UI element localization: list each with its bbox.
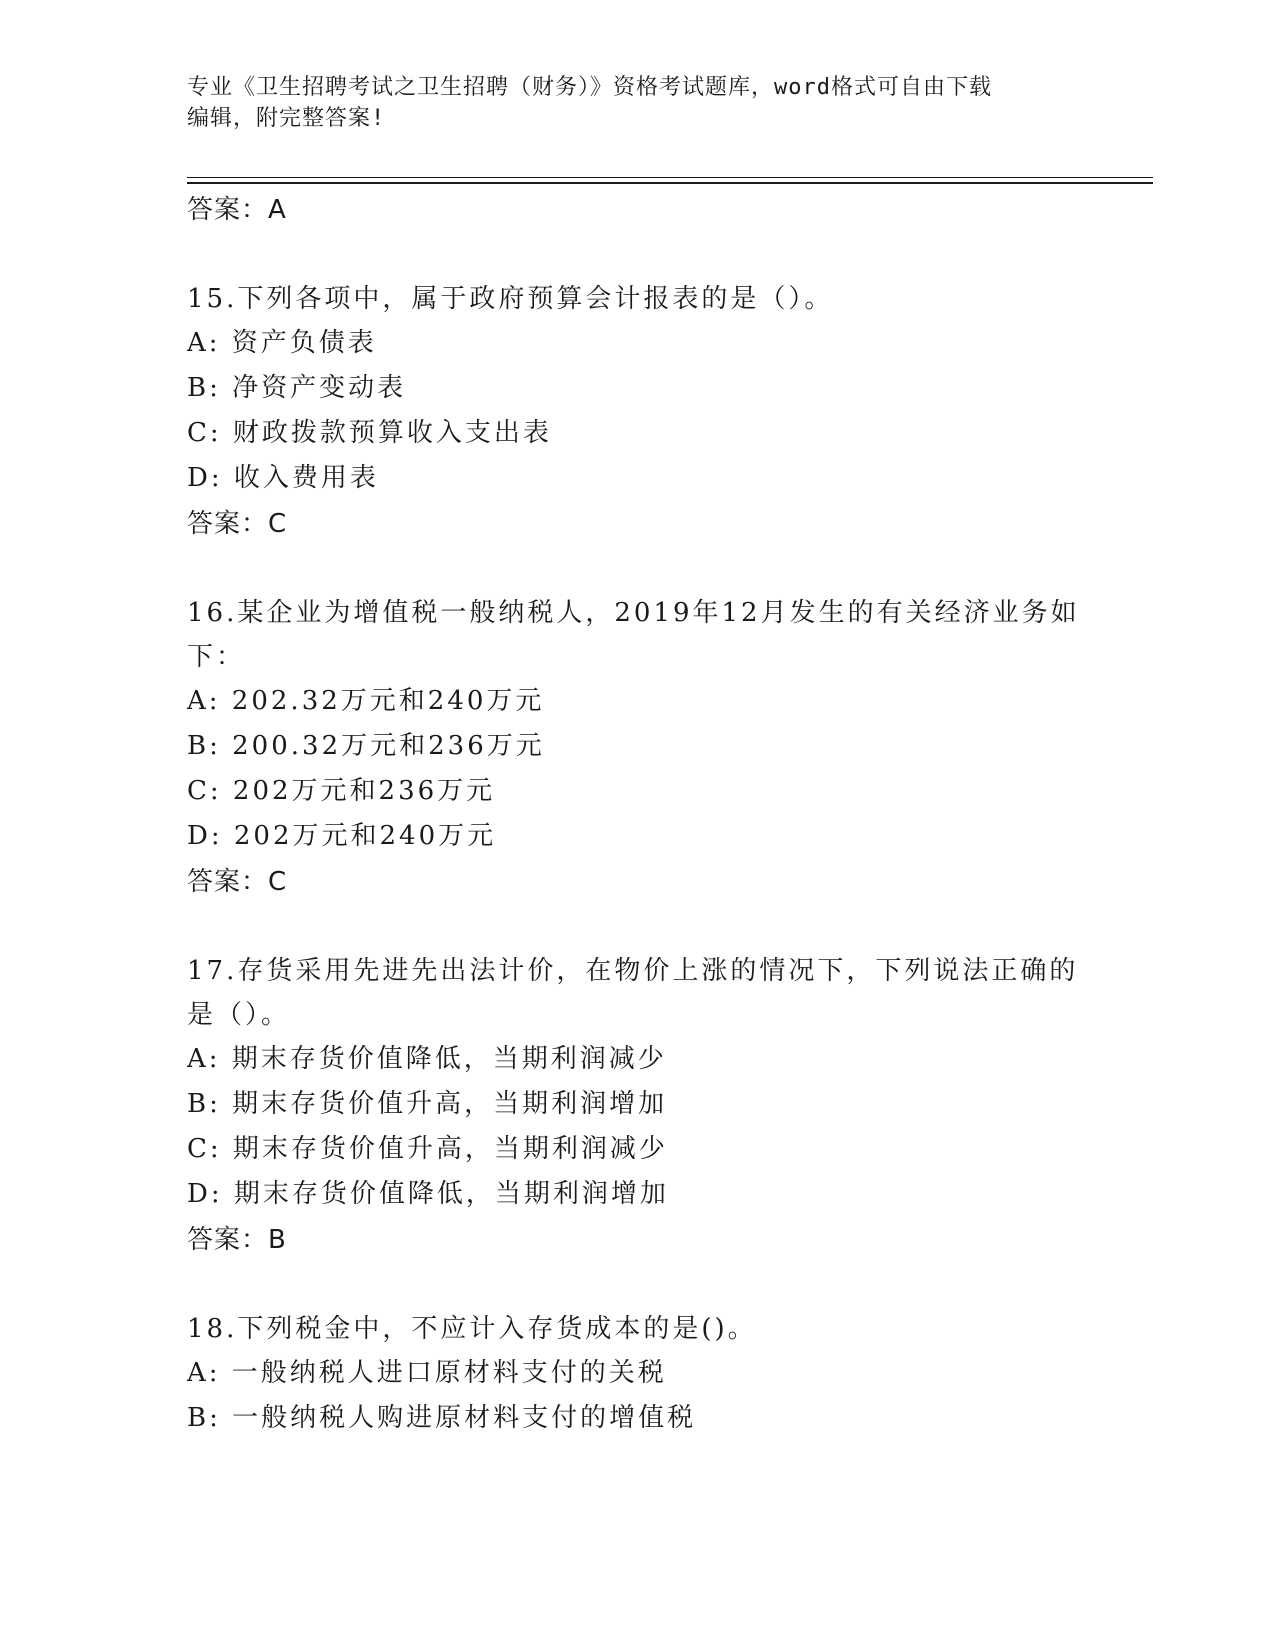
option-d: D: 期末存货价值降低，当期利润增加 bbox=[187, 1179, 669, 1209]
header-divider-thick bbox=[187, 182, 1153, 184]
document-header bbox=[187, 72, 1087, 134]
header-line-2: 编辑，附完整答案! bbox=[187, 106, 386, 131]
answer-line: 答案：A bbox=[187, 195, 287, 225]
option-a: A: 一般纳税人进口原材料支付的关税 bbox=[187, 1358, 667, 1388]
header-divider-thin bbox=[187, 177, 1153, 178]
option-b: B: 期末存货价值升高，当期利润增加 bbox=[187, 1089, 668, 1119]
option-a: A: 资产负债表 bbox=[187, 328, 377, 358]
question-stem: 15.下列各项中，属于政府预算会计报表的是（）。 bbox=[187, 284, 834, 314]
option-b: B: 净资产变动表 bbox=[187, 373, 407, 403]
answer-line: 答案：C bbox=[187, 509, 288, 539]
option-d: D: 收入费用表 bbox=[187, 463, 379, 493]
question-stem: 17.存货采用先进先出法计价，在物价上涨的情况下，下列说法正确的是（）。 bbox=[187, 956, 1079, 1030]
option-c: C: 期末存货价值升高，当期利润减少 bbox=[187, 1134, 668, 1164]
option-c: C: 202万元和236万元 bbox=[187, 776, 496, 806]
answer-line: 答案：C bbox=[187, 867, 288, 897]
header-line-1: 专业《卫生招聘考试之卫生招聘（财务）》资格考试题库，word格式可自由下载 bbox=[187, 75, 992, 100]
question-stem: 16.某企业为增值税一般纳税人，2019年12月发生的有关经济业务如下： bbox=[187, 598, 1080, 672]
option-a: A: 202.32万元和240万元 bbox=[187, 686, 545, 716]
question-stem: 18.下列税金中，不应计入存货成本的是()。 bbox=[187, 1314, 757, 1344]
option-b: B: 一般纳税人购进原材料支付的增值税 bbox=[187, 1403, 697, 1433]
question-17 bbox=[187, 949, 1087, 1263]
question-15 bbox=[187, 277, 1087, 547]
option-c: C: 财政拨款预算收入支出表 bbox=[187, 418, 552, 448]
question-18 bbox=[187, 1307, 1087, 1441]
option-a: A: 期末存货价值降低，当期利润减少 bbox=[187, 1044, 667, 1074]
option-b: B: 200.32万元和236万元 bbox=[187, 731, 545, 761]
option-d: D: 202万元和240万元 bbox=[187, 821, 497, 851]
question-list bbox=[187, 187, 1087, 1441]
question-16 bbox=[187, 591, 1087, 905]
answer-line: 答案：B bbox=[187, 1225, 287, 1255]
